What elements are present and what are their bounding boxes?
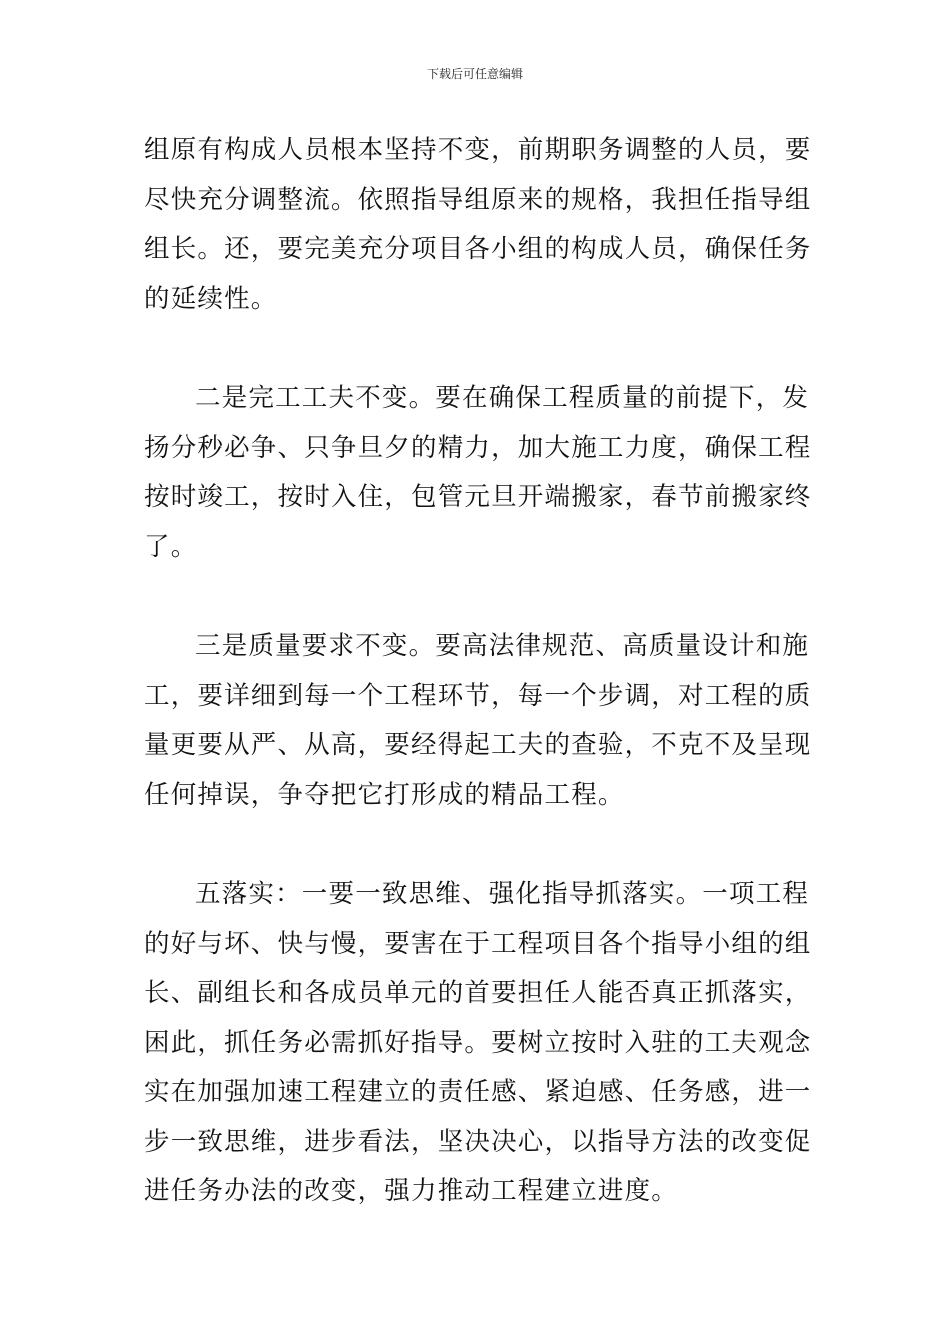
page-header-note: 下载后可任意编辑 (426, 67, 523, 81)
paragraph-3 (144, 622, 812, 820)
paragraph-line: 二是完工工夫不变。要在确保工程质量的前提下，发 (195, 383, 810, 413)
paragraph-line: 组原有构成人员根本坚持不变，前期职务调整的人员，要 (144, 135, 812, 165)
paragraph-line: 按时竣工，按时入住，包管元旦开端搬家，春节前搬家终 (144, 482, 812, 512)
paragraph-4 (144, 870, 812, 1217)
paragraph-line: 三是质量要求不变。要高法律规范、高质量设计和施 (195, 631, 810, 661)
paragraph-2 (144, 374, 812, 572)
paragraph-line: 尽快充分调整流。依照指导组原来的规格，我担任指导组 (144, 184, 812, 215)
paragraph-line: 长、副组长和各成员单元的首要担任人能否真正抓落实， (144, 978, 812, 1008)
paragraph-line: 任何掉误，争夺把它打形成的精品工程。 (144, 779, 625, 810)
paragraph-line: 困此，抓任务必需抓好指导。要树立按时入驻的工夫观念 (144, 1027, 812, 1058)
paragraph-line: 步一致思维，进步看法，坚决决心，以指导方法的改变促 (144, 1126, 812, 1157)
paragraph-spacer (144, 820, 809, 870)
paragraph-line: 的延续性。 (144, 283, 278, 314)
paragraph-line: 五落实：一要一致思维、强化指导抓落实。一项工程 (195, 879, 810, 909)
paragraph-spacer (144, 572, 809, 622)
paragraph-line: 扬分秒必争、只争旦夕的精力，加大施工力度，确保工程 (144, 432, 812, 463)
paragraph-1 (144, 126, 812, 324)
paragraph-line: 工，要详细到每一个工程环节，每一个步调，对工程的质 (144, 680, 812, 711)
paragraph-spacer (144, 324, 809, 374)
paragraph-line: 进任务办法的改变，强力推动工程建立进度。 (144, 1176, 679, 1206)
document-body (144, 126, 812, 1217)
paragraph-line: 的好与坏、快与慢，要害在于工程项目各个指导小组的组 (144, 928, 812, 959)
paragraph-line: 组长。还，要完美充分项目各小组的构成人员，确保任务 (144, 234, 812, 264)
paragraph-line: 了。 (144, 531, 198, 562)
paragraph-line: 量更要从严、从高，要经得起工夫的查验，不克不及呈现 (144, 730, 812, 760)
paragraph-line: 实在加强加速工程建立的责任感、紧迫感、任务感，进一 (144, 1077, 812, 1107)
